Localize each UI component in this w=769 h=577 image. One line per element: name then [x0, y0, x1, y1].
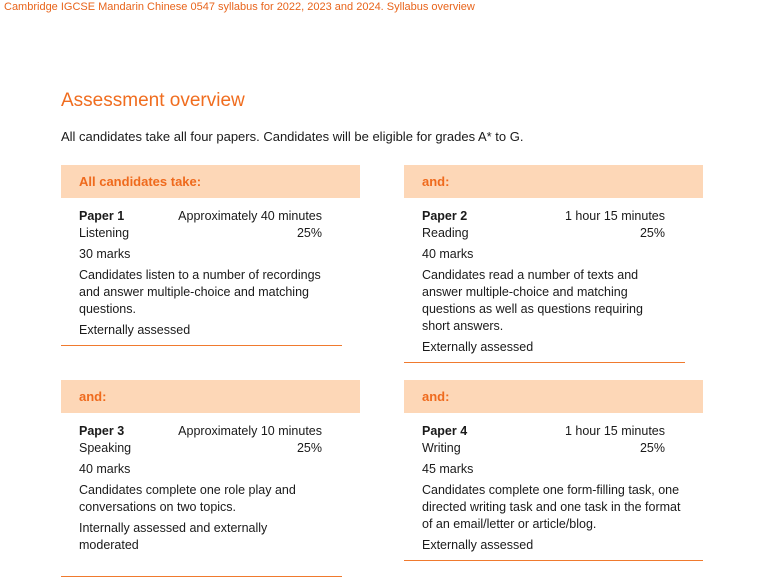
paper-1-name: Paper 1 — [79, 209, 125, 223]
paper-1-marks: 30 marks — [79, 247, 131, 261]
paper-2-marks: 40 marks — [422, 247, 474, 261]
paper-3-marks: 40 marks — [79, 462, 131, 476]
paper-4-assessment: Externally assessed — [422, 538, 534, 552]
paper-3-description: Candidates complete one role play and conversations on two topics. — [79, 483, 296, 514]
paper-1-weight: 25% — [296, 226, 322, 240]
intro-text: All candidates take all four papers. Candidates will be eligible for grades A* to G. — [61, 129, 524, 144]
paper-4-header: and: — [404, 380, 703, 413]
paper-3-card — [61, 380, 360, 577]
paper-1-duration: Approximately 40 minutes — [178, 209, 322, 223]
paper-3-header: and: — [61, 380, 360, 413]
paper-3-weight: 25% — [296, 441, 322, 455]
paper-2-weight: 25% — [639, 226, 665, 240]
paper-3-assessment: Internally assessed and externally moderated — [79, 521, 268, 552]
paper-2-name: Paper 2 — [422, 209, 468, 223]
paper-1-header: All candidates take: — [61, 165, 360, 198]
paper-4-card — [404, 380, 703, 561]
paper-4-weight: 25% — [639, 441, 665, 455]
section-title: Assessment overview — [61, 90, 245, 111]
paper-4-marks: 45 marks — [422, 462, 474, 476]
paper-1-assessment: Externally assessed — [79, 323, 191, 337]
paper-4-description: Candidates complete one form-filling task, one directed writing task and one task in the format of an email/letter or article/blog. — [422, 483, 681, 531]
paper-1-description: Candidates listen to a number of recordings and answer multiple-choice and matching questions. — [79, 268, 321, 316]
paper-2-card — [404, 165, 703, 363]
paper-4-component: Writing — [422, 441, 461, 455]
paper-2-assessment: Externally assessed — [422, 340, 534, 354]
paper-3-duration: Approximately 10 minutes — [178, 424, 322, 438]
paper-2-description: Candidates read a number of texts and answer multiple-choice and matching questions as well as questions requiring short answers. — [422, 268, 643, 333]
paper-4-name: Paper 4 — [422, 424, 468, 438]
paper-4-duration: 1 hour 15 minutes — [564, 424, 665, 438]
paper-3-name: Paper 3 — [79, 424, 125, 438]
paper-1-card — [61, 165, 360, 346]
paper-2-component: Reading — [422, 226, 469, 240]
paper-3-component: Speaking — [79, 441, 132, 455]
running-head: Cambridge IGCSE Mandarin Chinese 0547 syllabus for 2022, 2023 and 2024. Syllabus overview — [4, 1, 475, 13]
paper-2-header: and: — [404, 165, 703, 198]
paper-2-duration: 1 hour 15 minutes — [564, 209, 665, 223]
paper-1-component: Listening — [79, 226, 130, 240]
